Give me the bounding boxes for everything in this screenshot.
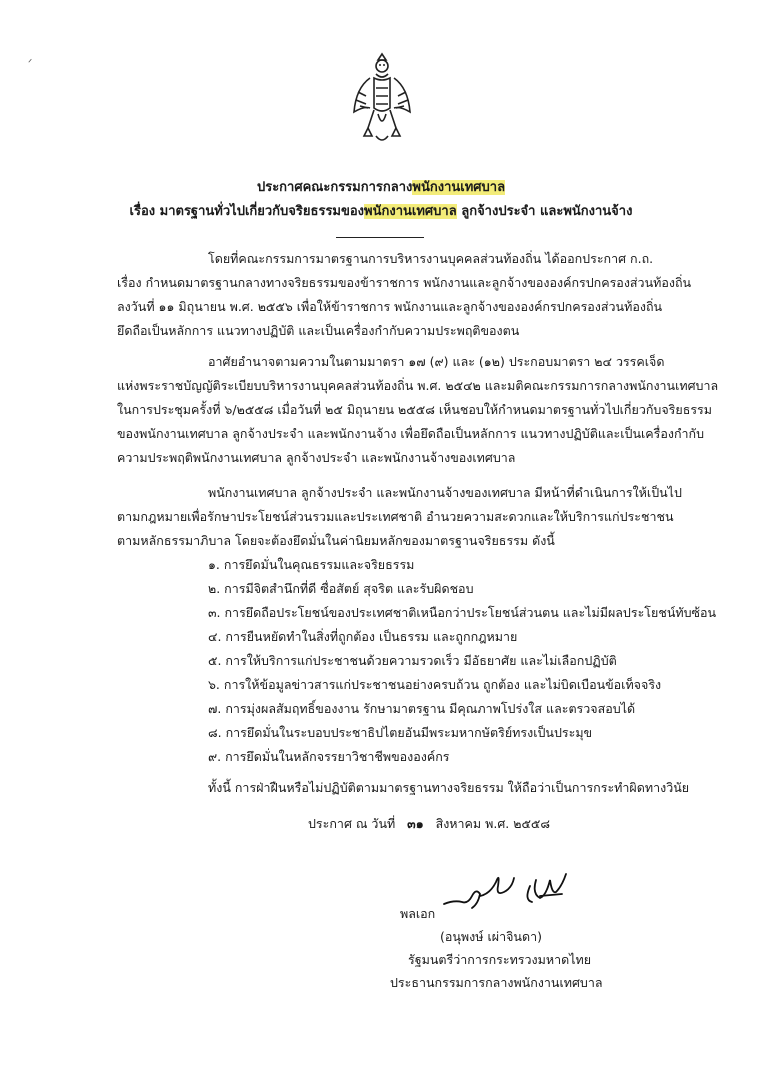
paragraph-line: อาศัยอำนาจตามความในตามมาตรา ๑๗ (๙) และ (๑๒) ประกอบมาตรา ๒๔ วรรคเจ็ด xyxy=(208,354,665,369)
paragraph-line: ตามกฎหมายเพื่อรักษาประโยชน์ส่วนรวมและประเทศชาติ อำนวยความสะดวกและให้บริการแก่ประชาชน xyxy=(117,509,674,524)
announcement-date xyxy=(308,814,550,834)
paragraph-line: ตามหลักธรรมาภิบาล โดยจะต้องยึดมั่นในค่านิยมหลักของมาตรฐานจริยธรรม ดังนี้ xyxy=(117,533,555,548)
title-divider xyxy=(336,237,424,238)
subject-text: เรื่อง มาตรฐานทั่วไปเกี่ยวกับจริยธรรมของ xyxy=(129,204,365,219)
list-item: ๕. การให้บริการแก่ประชาชนด้วยความรวดเร็ว มีอัธยาศัย และไม่เลือกปฏิบัติ xyxy=(208,653,617,668)
paragraph-line: ความประพฤติพนักงานเทศบาล ลูกจ้างประจำ และพนักงานจ้างของเทศบาล xyxy=(117,450,516,465)
closing-statement: ทั้งนี้ การฝ่าฝืนหรือไม่ปฏิบัติตามมาตรฐานทางจริยธรรม ให้ถือว่าเป็นการกระทำผิดทางวินัย xyxy=(208,780,690,795)
subject-highlight: พนักงานเทศบาล xyxy=(364,204,457,219)
paragraph-line: ลงวันที่ ๑๑ มิถุนายน พ.ศ. ๒๕๕๖ เพื่อให้ข้าราชการ พนักงานและลูกจ้างขององค์กรปกครองส่วนท้องถิ่น xyxy=(117,299,663,314)
list-item: ๒. การมีจิตสำนึกที่ดี ซื่อสัตย์ สุจริต และรับผิดชอบ xyxy=(208,581,474,596)
list-item: ๔. การยืนหยัดทำในสิ่งที่ถูกต้อง เป็นธรรม และถูกกฎหมาย xyxy=(208,629,518,644)
garuda-emblem-icon xyxy=(350,48,414,148)
scan-mark-icon: ᐟ xyxy=(28,58,33,69)
list-item: ๑. การยึดมั่นในคุณธรรมและจริยธรรม xyxy=(208,557,415,572)
signer-name: (อนุพงษ์ เผ่าจินดา) xyxy=(440,929,542,944)
paragraph-line: โดยที่คณะกรรมการมาตรฐานการบริหารงานบุคคลส่วนท้องถิ่น ได้ออกประกาศ ก.ถ. xyxy=(208,251,654,266)
list-item: ๗. การมุ่งผลสัมฤทธิ์ของงาน รักษามาตรฐาน มีคุณภาพโปร่งใส และตรวจสอบได้ xyxy=(208,701,636,716)
announcement-subject xyxy=(0,200,762,221)
paragraph-line: ของพนักงานเทศบาล ลูกจ้างประจำ และพนักงานจ้าง เพื่อยึดถือเป็นหลักการ แนวทางปฏิบัติและเป็นเครื่องกำกับ xyxy=(117,426,705,441)
announcement-title xyxy=(0,176,762,197)
title-highlight: พนักงานเทศบาล xyxy=(412,180,506,195)
date-prefix: ประกาศ ณ วันที่ xyxy=(308,816,396,831)
date-day: ๓๑ xyxy=(407,816,424,831)
date-month-year: สิงหาคม พ.ศ. ๒๕๕๘ xyxy=(435,816,551,831)
list-item: ๙. การยึดมั่นในหลักจรรยาวิชาชีพขององค์กร xyxy=(208,749,450,764)
paragraph-line: ในการประชุมครั้งที่ ๖/๒๕๕๘ เมื่อวันที่ ๒๕ มิถุนายน ๒๕๕๘ เห็นชอบให้กำหนดมาตรฐานทั่วไปเกี่ยวกับจริยธรรม xyxy=(117,402,713,417)
signer-position: ประธานกรรมการกลางพนักงานเทศบาล xyxy=(390,975,603,990)
title-text: ประกาศคณะกรรมการกลาง xyxy=(256,180,413,195)
list-item: ๘. การยึดมั่นในระบอบประชาธิปไตยอันมีพระมหากษัตริย์ทรงเป็นประมุข xyxy=(208,725,593,740)
signer-position: รัฐมนตรีว่าการกระทรวงมหาดไทย xyxy=(408,952,592,967)
paragraph-line: ยึดถือเป็นหลักการ แนวทางปฏิบัติ และเป็นเครื่องกำกับความประพฤติของตน xyxy=(117,323,520,338)
paragraph-line: เรื่อง กำหนดมาตรฐานกลางทางจริยธรรมของข้าราชการ พนักงานและลูกจ้างขององค์กรปกครองส่วนท้องถิ่น xyxy=(117,275,692,290)
signer-rank: พลเอก xyxy=(400,906,436,921)
paragraph-line: พนักงานเทศบาล ลูกจ้างประจำ และพนักงานจ้างของเทศบาล มีหน้าที่ดำเนินการให้เป็นไป xyxy=(208,485,682,500)
paragraph-line: แห่งพระราชบัญญัติระเบียบบริหารงานบุคคลส่วนท้องถิ่น พ.ศ. ๒๕๔๒ และมติคณะกรรมการกลางพนักงานเทศบาล xyxy=(117,378,719,393)
list-item: ๓. การยึดถือประโยชน์ของประเทศชาติเหนือกว่าประโยชน์ส่วนตน และไม่มีผลประโยชน์ทับซ้อน xyxy=(208,605,717,620)
handwritten-signature-icon xyxy=(440,866,590,916)
subject-suffix: ลูกจ้างประจำ และพนักงานจ้าง xyxy=(456,204,633,219)
list-item: ๖. การให้ข้อมูลข่าวสารแก่ประชาชนอย่างครบถ้วน ถูกต้อง และไม่บิดเบือนข้อเท็จจริง xyxy=(208,677,662,692)
